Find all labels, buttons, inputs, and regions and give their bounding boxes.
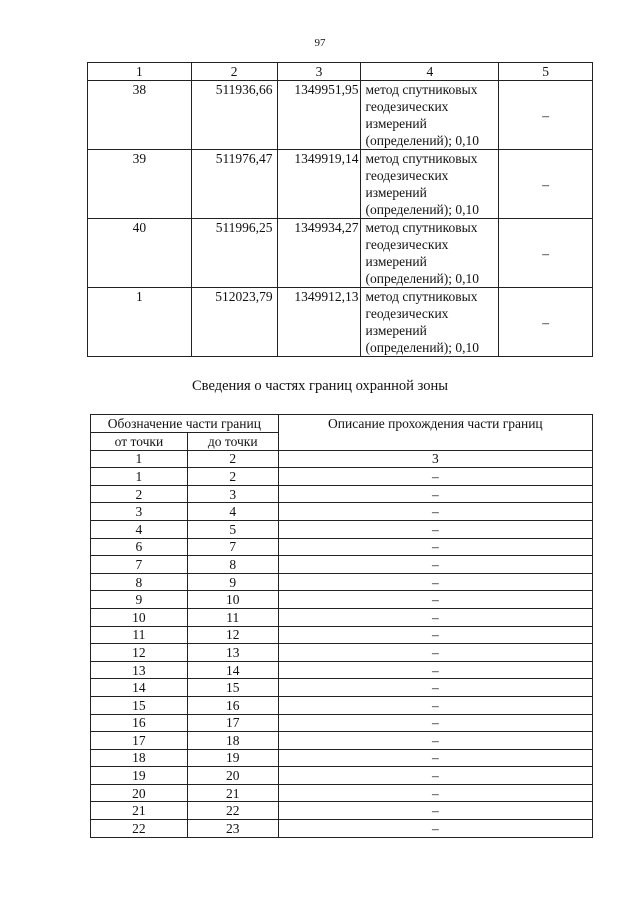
coordinate-y: 1349934,27: [277, 219, 361, 288]
method-line: (определений); 0,10: [365, 271, 480, 286]
from-point: 11: [91, 626, 188, 644]
to-point: 5: [187, 520, 278, 538]
page-number: 97: [314, 37, 326, 49]
point-number: 38: [88, 81, 192, 150]
to-point: 12: [187, 626, 278, 644]
table-row: [91, 468, 593, 486]
table-header-row: [91, 415, 593, 433]
column-5-value: –: [499, 288, 593, 357]
to-point: 20: [187, 767, 278, 785]
from-point: 21: [91, 802, 188, 820]
column-index: 3: [278, 450, 592, 468]
to-point: 16: [187, 696, 278, 714]
to-point: 2: [187, 468, 278, 486]
from-point-header: от точки: [91, 433, 188, 451]
to-point: 15: [187, 679, 278, 697]
method-line: метод спутниковых: [365, 151, 478, 166]
from-point: 6: [91, 538, 188, 556]
to-point: 7: [187, 538, 278, 556]
from-point: 2: [91, 485, 188, 503]
description: –: [278, 468, 592, 486]
method-line: геодезических: [365, 168, 449, 183]
description: –: [278, 556, 592, 574]
column-header: 2: [191, 63, 277, 81]
from-point: 4: [91, 520, 188, 538]
column-index-row: [91, 450, 593, 468]
method-line: (определений); 0,10: [365, 133, 480, 148]
to-point: 18: [187, 732, 278, 750]
description: –: [278, 696, 592, 714]
description: –: [278, 520, 592, 538]
coordinates-table: [87, 62, 593, 357]
from-point: 3: [91, 503, 188, 521]
from-point: 12: [91, 644, 188, 662]
method-line: (определений); 0,10: [365, 340, 480, 355]
description: –: [278, 538, 592, 556]
method-description: [361, 150, 499, 219]
table-row: [88, 219, 593, 288]
description: –: [278, 626, 592, 644]
column-5-value: –: [499, 219, 593, 288]
method-line: метод спутниковых: [365, 220, 478, 235]
description: –: [278, 820, 592, 838]
boundary-parts-table: [90, 414, 593, 838]
point-number: 39: [88, 150, 192, 219]
table-row: [91, 784, 593, 802]
description: –: [278, 679, 592, 697]
from-point: 15: [91, 696, 188, 714]
description: –: [278, 802, 592, 820]
from-point: 22: [91, 820, 188, 838]
table-row: [91, 732, 593, 750]
description: –: [278, 661, 592, 679]
table-row: [88, 150, 593, 219]
from-point: 14: [91, 679, 188, 697]
to-point: 10: [187, 591, 278, 609]
coordinate-x: 511976,47: [191, 150, 277, 219]
method-line: геодезических: [365, 306, 449, 321]
description: –: [278, 732, 592, 750]
to-point: 17: [187, 714, 278, 732]
description: –: [278, 784, 592, 802]
point-number: 1: [88, 288, 192, 357]
table-row: [91, 573, 593, 591]
table-row: [91, 820, 593, 838]
from-point: 10: [91, 608, 188, 626]
table-row: [91, 661, 593, 679]
column-index: 2: [187, 450, 278, 468]
from-point: 19: [91, 767, 188, 785]
from-point: 17: [91, 732, 188, 750]
column-header: 5: [499, 63, 593, 81]
column-header: 3: [277, 63, 361, 81]
point-number: 40: [88, 219, 192, 288]
to-point: 21: [187, 784, 278, 802]
description: –: [278, 714, 592, 732]
to-point-header: до точки: [187, 433, 278, 451]
table-row: [88, 81, 593, 150]
group-header: Обозначение части границ: [91, 415, 279, 433]
method-line: метод спутниковых: [365, 289, 478, 304]
table-row: [91, 714, 593, 732]
table-row: [91, 503, 593, 521]
description: –: [278, 591, 592, 609]
to-point: 9: [187, 573, 278, 591]
table-row: [88, 288, 593, 357]
from-point: 20: [91, 784, 188, 802]
coordinate-y: 1349951,95: [277, 81, 361, 150]
coordinate-x: 511996,25: [191, 219, 277, 288]
table-row: [91, 520, 593, 538]
method-line: геодезических: [365, 237, 449, 252]
method-description: [361, 288, 499, 357]
column-header: 4: [361, 63, 499, 81]
table-row: [91, 802, 593, 820]
to-point: 11: [187, 608, 278, 626]
to-point: 13: [187, 644, 278, 662]
to-point: 23: [187, 820, 278, 838]
from-point: 16: [91, 714, 188, 732]
to-point: 8: [187, 556, 278, 574]
table-row: [91, 626, 593, 644]
method-line: геодезических: [365, 99, 449, 114]
method-line: метод спутниковых: [365, 82, 478, 97]
from-point: 1: [91, 468, 188, 486]
table-row: [91, 556, 593, 574]
from-point: 9: [91, 591, 188, 609]
table-row: [91, 679, 593, 697]
from-point: 8: [91, 573, 188, 591]
method-line: измерений: [365, 116, 427, 131]
coordinate-y: 1349919,14: [277, 150, 361, 219]
from-point: 7: [91, 556, 188, 574]
to-point: 19: [187, 749, 278, 767]
description: –: [278, 767, 592, 785]
description-header: Описание прохождения части границ: [278, 415, 592, 451]
table-row: [91, 644, 593, 662]
column-5-value: –: [499, 81, 593, 150]
method-description: [361, 219, 499, 288]
table-row: [91, 485, 593, 503]
to-point: 14: [187, 661, 278, 679]
coordinate-y: 1349912,13: [277, 288, 361, 357]
coordinate-x: 512023,79: [191, 288, 277, 357]
method-line: (определений); 0,10: [365, 202, 480, 217]
table-row: [91, 608, 593, 626]
description: –: [278, 608, 592, 626]
table-row: [91, 749, 593, 767]
from-point: 13: [91, 661, 188, 679]
table-row: [91, 538, 593, 556]
column-index: 1: [91, 450, 188, 468]
method-description: [361, 81, 499, 150]
description: –: [278, 485, 592, 503]
table-header-row: [88, 63, 593, 81]
from-point: 18: [91, 749, 188, 767]
column-5-value: –: [499, 150, 593, 219]
table-row: [91, 591, 593, 609]
description: –: [278, 573, 592, 591]
to-point: 22: [187, 802, 278, 820]
table-row: [91, 696, 593, 714]
to-point: 4: [187, 503, 278, 521]
coordinate-x: 511936,66: [191, 81, 277, 150]
section-title: Сведения о частях границ охранной зоны: [192, 378, 448, 394]
column-header: 1: [88, 63, 192, 81]
table-row: [91, 767, 593, 785]
method-line: измерений: [365, 185, 427, 200]
description: –: [278, 503, 592, 521]
to-point: 3: [187, 485, 278, 503]
description: –: [278, 644, 592, 662]
method-line: измерений: [365, 254, 427, 269]
method-line: измерений: [365, 323, 427, 338]
description: –: [278, 749, 592, 767]
